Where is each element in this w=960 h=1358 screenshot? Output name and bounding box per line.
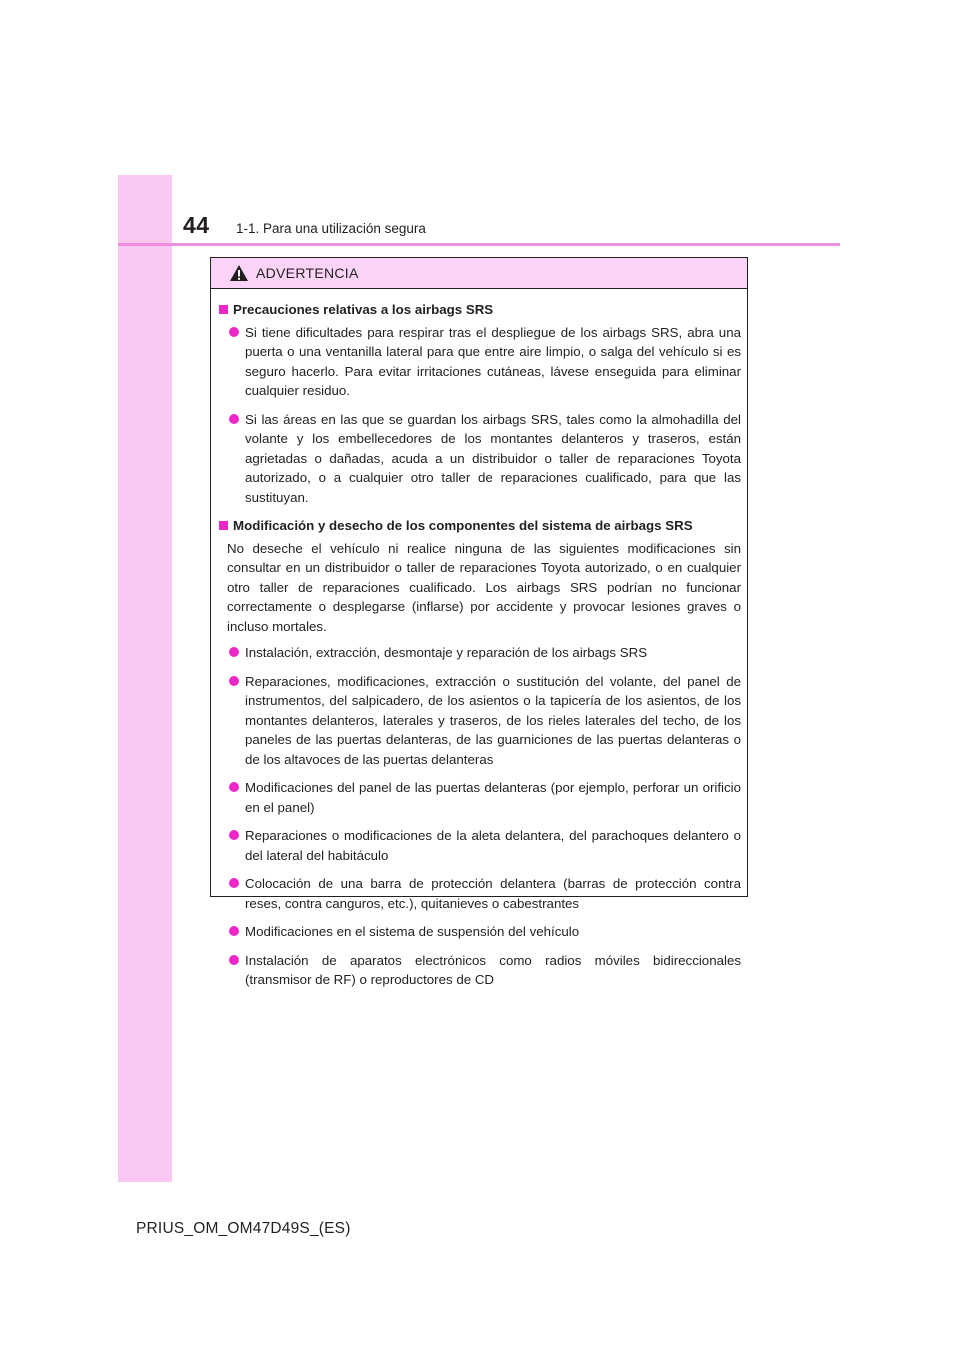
round-bullet-icon — [229, 414, 239, 424]
list-item-text: Reparaciones o modificaciones de la aleta delantera, del parachoques delantero o del lateral del habitáculo — [245, 828, 741, 863]
list-item-text: Reparaciones, modificaciones, extracción o sustitución del volante, del panel de instrumentos, del salpicadero, de los asientos o la tapicería de los asientos, de los montantes delanteros, laterales y traseros, de los rieles laterales del techo, de los paneles de las puertas delanteras, de las guarniciones de las puertas delanteras o de los altavoces de las puertas delanteras — [245, 673, 741, 767]
warning-box — [210, 257, 748, 987]
warning-body — [211, 289, 747, 990]
header-divider — [118, 243, 840, 246]
list-item-text: Colocación de una barra de protección delantera (barras de protección contra reses, contra canguros, etc.), quitanieves o cabestrantes — [245, 876, 741, 911]
square-bullet-icon — [219, 521, 228, 530]
list-item — [218, 951, 741, 990]
list-item — [218, 922, 741, 942]
section-title: 1-1. Para una utilización segura — [236, 221, 426, 236]
list-item — [218, 410, 741, 508]
list-item-text: Instalación, extracción, desmontaje y reparación de los airbags SRS — [245, 645, 648, 660]
round-bullet-icon — [229, 327, 239, 337]
warning-title: ADVERTENCIA — [256, 265, 359, 281]
warning-triangle-icon — [229, 264, 249, 282]
list-item-text: Si las áreas en las que se guardan los airbags SRS, tales como la almohadilla del volante y los embellecedores de los montantes delanteros y traseros, están agrietadas o dañadas, acuda a un distribuidor o taller de reparaciones Toyota autorizado, o a cualquier otro taller de reparaciones cualificado, para que las sustituyan. — [245, 411, 741, 505]
list-item — [218, 643, 741, 663]
document-code: PRIUS_OM_OM47D49S_(ES) — [136, 1220, 351, 1237]
page-number: 44 — [183, 212, 210, 238]
list-item-text: Instalación de aparatos electrónicos como radios móviles bidireccionales (transmisor de RF) o reproductores de CD — [245, 952, 741, 987]
section-intro: No deseche el vehículo ni realice ninguna de las siguientes modificaciones sin consultar en un distribuidor o taller de reparaciones Toyota autorizado, o en cualquier otro taller de reparaciones cualificado. Los airbags SRS podrían no funcionar correctamente o desplegarse (inflarse) por accidente y provocar lesiones graves o incluso mortales. — [227, 540, 741, 634]
section-heading-text: Modificación y desecho de los componentes del sistema de airbags SRS — [233, 518, 693, 533]
list-item-text: Modificaciones en el sistema de suspensión del vehículo — [245, 924, 580, 939]
list-item-text: Si tiene dificultades para respirar tras el despliegue de los airbags SRS, abra una puerta o una ventanilla lateral para que entre aire limpio, o salga del vehículo si es seguro hacerlo. Para evitar irritaciones cutáneas, lávese enseguida para eliminar cualquier residuo. — [245, 324, 741, 398]
page-side-band — [118, 175, 172, 1182]
round-bullet-icon — [229, 926, 239, 936]
list-item — [218, 778, 741, 817]
round-bullet-icon — [229, 955, 239, 965]
list-item — [218, 874, 741, 913]
round-bullet-icon — [229, 830, 239, 840]
list-item — [218, 672, 741, 770]
section-heading — [218, 516, 741, 536]
round-bullet-icon — [229, 676, 239, 686]
list-item — [218, 826, 741, 865]
round-bullet-icon — [229, 647, 239, 657]
warning-header — [211, 258, 747, 289]
list-item — [218, 323, 741, 401]
list-item-text: Modificaciones del panel de las puertas delanteras (por ejemplo, perforar un orificio en el panel) — [245, 780, 741, 815]
square-bullet-icon — [219, 305, 228, 314]
section-heading — [218, 300, 741, 320]
round-bullet-icon — [229, 782, 239, 792]
section-heading-text: Precauciones relativas a los airbags SRS — [233, 302, 494, 317]
round-bullet-icon — [229, 878, 239, 888]
